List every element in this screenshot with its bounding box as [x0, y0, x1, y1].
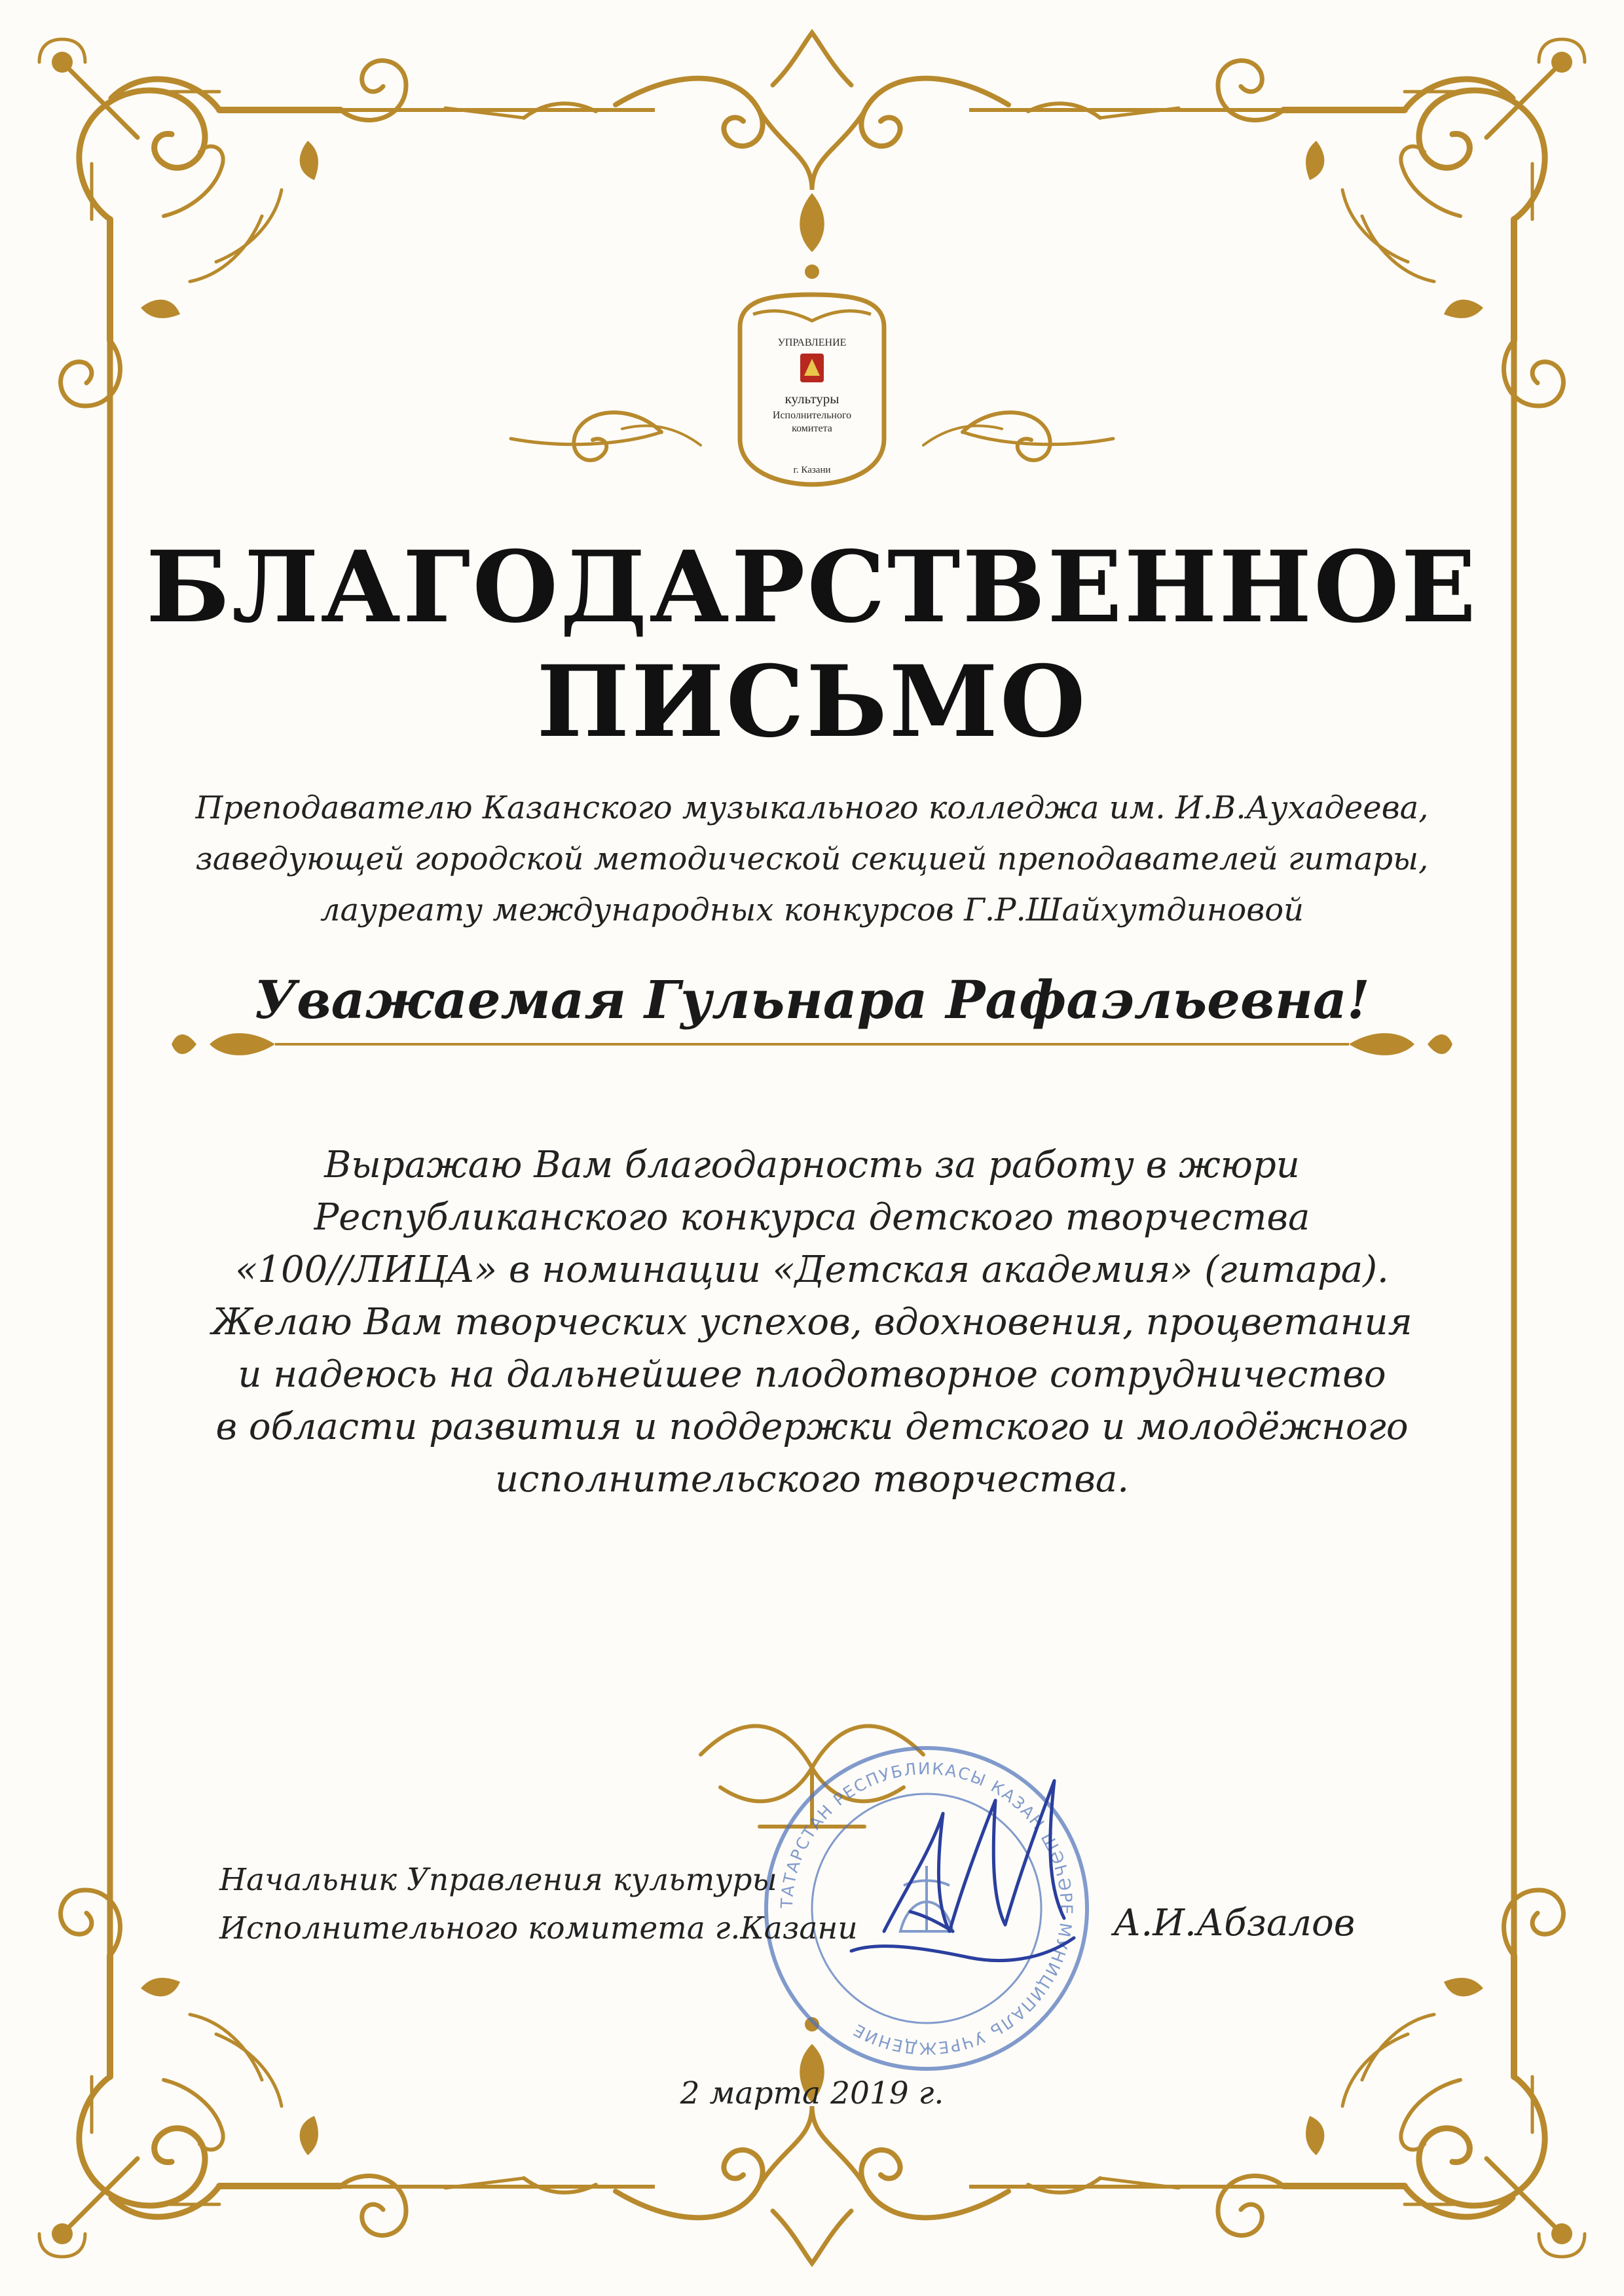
greeting: Уважаемая Гульнара Рафаэльевна! — [254, 969, 1370, 1030]
emblem — [714, 288, 910, 491]
stamp-ring-text: ТАТАРСТАН РЕСПУБЛИКАСЫ КАЗАН ШӘҺӘРЕ МУНИЦИПАЛЬ УЧРЕЖДЕНИЕ — [777, 1758, 1077, 2058]
emblem-top-label: УПРАВЛЕНИЕ — [777, 337, 847, 348]
emblem-line-2: Исполнительного — [772, 410, 852, 421]
body-line-7: исполнительского творчества. — [494, 1458, 1130, 1501]
letter-body — [0, 1139, 1624, 1506]
body-line-1: Выражаю Вам благодарность за работу в жюри — [324, 1144, 1300, 1186]
recipient-line-2: заведующей городской методической секцией преподавателей гитары, — [195, 841, 1429, 877]
title-line-1: БЛАГОДАРСТВЕННОЕ — [145, 530, 1479, 645]
body-line-6: в области развития и поддержки детского и молодёжного — [215, 1406, 1409, 1448]
signatory-name: А.И.Абзалов — [1113, 1902, 1356, 1944]
emblem-line-3: комитета — [792, 423, 832, 434]
recipient-block — [0, 782, 1624, 936]
handwritten-signature — [838, 1735, 1113, 2010]
emblem-line-1: культуры — [784, 391, 840, 407]
position-line-2: Исполнительного комитета г.Казани — [219, 1910, 858, 1946]
body-line-2: Республиканского конкурса детского творчества — [314, 1196, 1310, 1239]
body-line-4: Желаю Вам творческих успехов, вдохновения, процветания — [212, 1301, 1412, 1343]
recipient-line-1: Преподавателю Казанского музыкального колледжа им. И.В.Аухадеева, — [195, 790, 1429, 826]
position-line-1: Начальник Управления культуры — [219, 1862, 777, 1898]
body-line-3: «100//ЛИЦА» в номинации «Детская академия» (гитара). — [235, 1248, 1389, 1291]
recipient-line-3: лауреату международных конкурсов Г.Р.Шайхутдиновой — [320, 892, 1304, 928]
kazan-coat-of-arms-icon — [800, 354, 824, 382]
signatory-position — [219, 1856, 858, 1953]
title-line-2: ПИСЬМО — [536, 644, 1088, 759]
emblem-city: г. Казани — [793, 465, 831, 475]
document-date: 2 марта 2019 г. — [680, 2075, 944, 2111]
body-line-5: и надеюсь на дальнейшее плодотворное сотрудничество — [238, 1353, 1386, 1396]
document-title — [0, 530, 1624, 759]
